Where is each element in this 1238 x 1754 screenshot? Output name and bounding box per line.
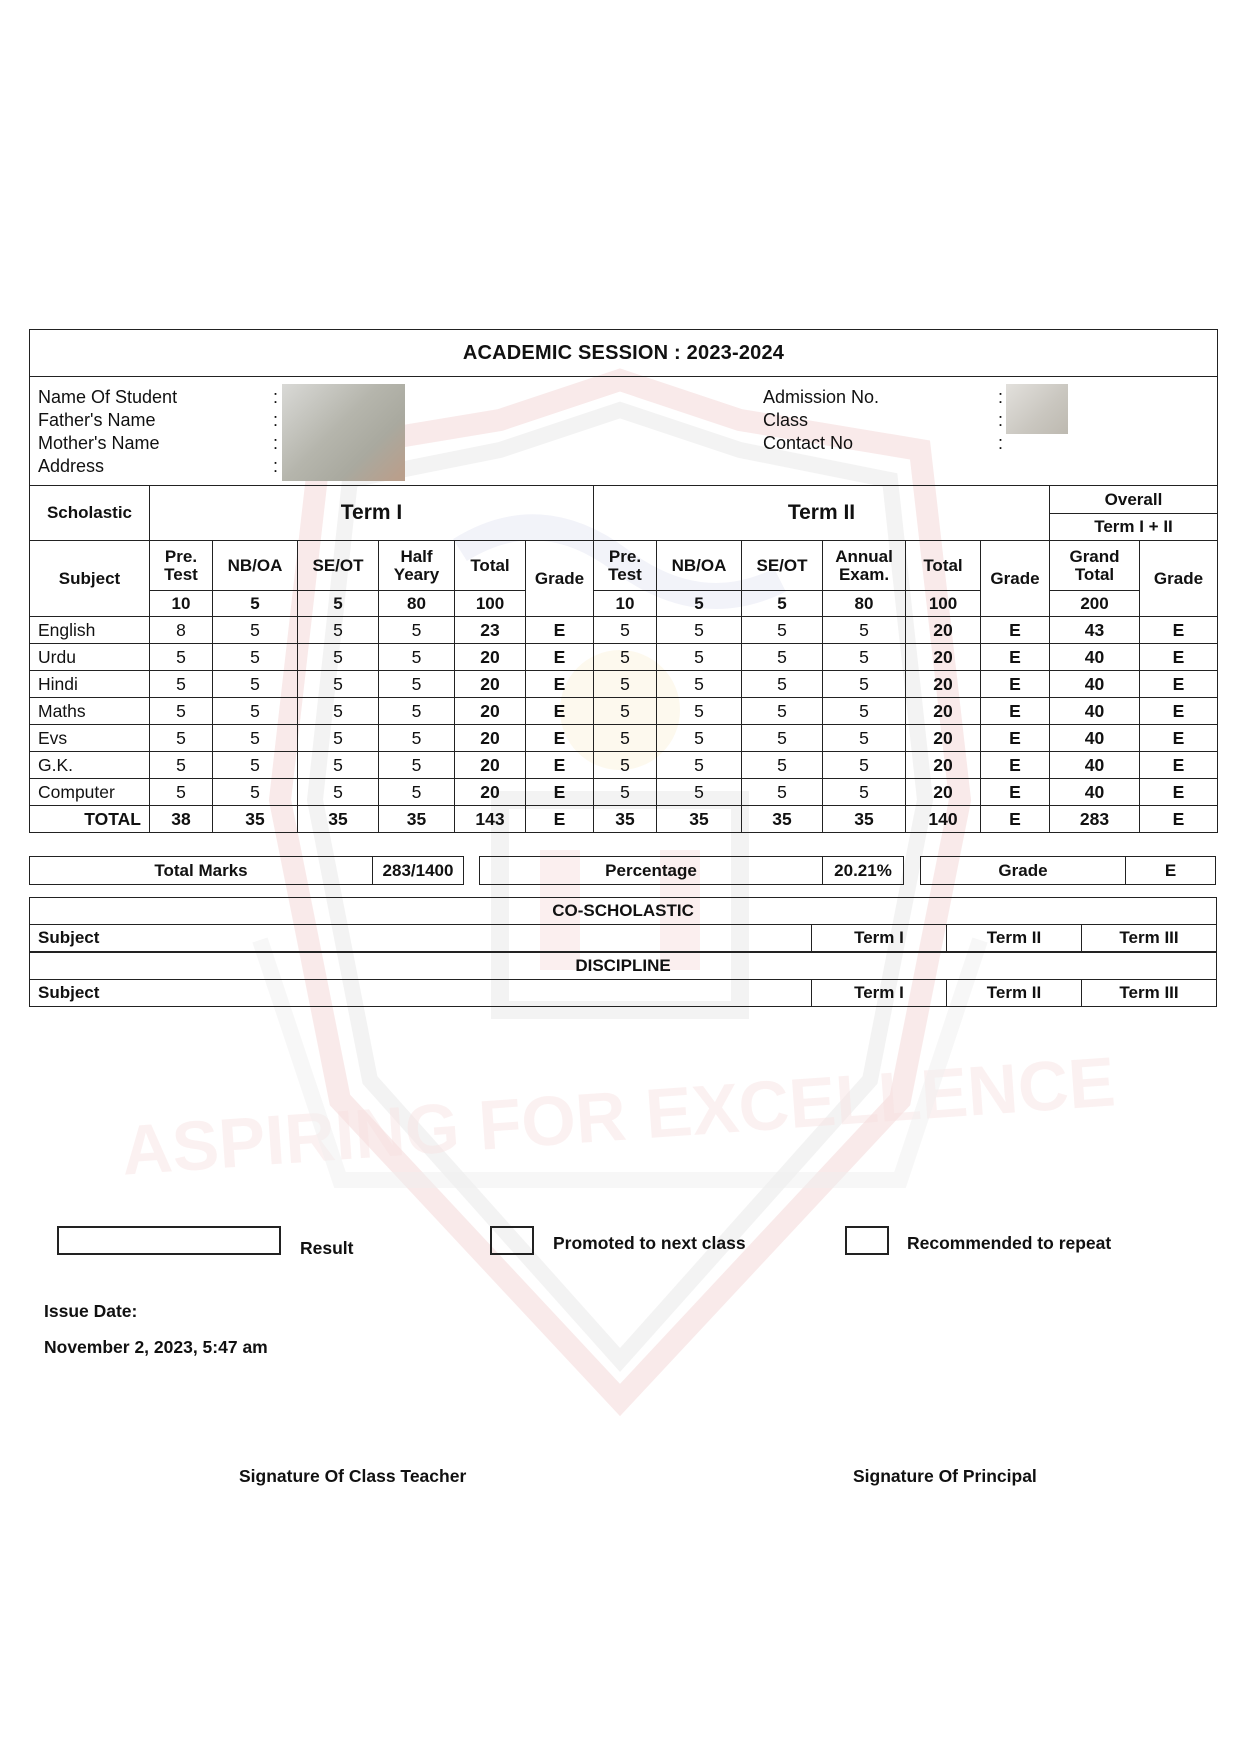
t2-total-cell: 20: [906, 617, 981, 644]
grand-total-cell: 40: [1050, 725, 1140, 752]
t1-max-seot: 5: [298, 591, 379, 617]
t1-pretest-cell: 8: [150, 617, 213, 644]
t1-max-total: 100: [455, 591, 526, 617]
t1-seot-cell: 5: [298, 752, 379, 779]
table-row: [30, 779, 1218, 806]
overall-grade-cell: E: [1140, 671, 1218, 698]
t2-pretest-cell: 5: [594, 725, 657, 752]
t1-nboa-cell: 5: [213, 644, 298, 671]
t1-col-pretest: Pre. Test: [150, 541, 213, 591]
t2-annual-cell: 5: [823, 617, 906, 644]
discipline-term-2: Term II: [947, 980, 1082, 1007]
t2-col-seot: SE/OT: [742, 541, 823, 591]
address-label: Address: [38, 456, 105, 476]
summary-bar: [29, 856, 1216, 888]
t2-grade-cell: E: [981, 671, 1050, 698]
t2-nboa-cell: 5: [657, 644, 742, 671]
t1-pretest-cell: 5: [150, 779, 213, 806]
t1-grade-cell: E: [526, 752, 594, 779]
grade-label: Grade: [920, 856, 1126, 885]
student-info-panel: [30, 377, 1218, 486]
overall-col-grade: Grade: [1140, 541, 1218, 617]
t2-col-annual: Annual Exam.: [823, 541, 906, 591]
t2-seot-cell: 5: [742, 779, 823, 806]
t2-annual-cell: 5: [823, 779, 906, 806]
subject-cell: Hindi: [30, 671, 150, 698]
t2-seot-cell: 5: [742, 671, 823, 698]
grand-total-cell: 40: [1050, 698, 1140, 725]
marks-body: [30, 617, 1218, 833]
t2-pretest-cell: 5: [594, 698, 657, 725]
colon-sep: :: [998, 387, 1004, 407]
t1-seot-cell: 5: [298, 779, 379, 806]
t2-nboa-cell: 35: [657, 806, 742, 833]
t2-col-pretest: Pre. Test: [594, 541, 657, 591]
t2-seot-cell: 5: [742, 644, 823, 671]
t1-grade-cell: E: [526, 779, 594, 806]
t2-grade-cell: E: [981, 752, 1050, 779]
t2-max-total: 100: [906, 591, 981, 617]
report-table: [29, 329, 1218, 833]
t1-total-cell: 20: [455, 752, 526, 779]
grand-total-cell: 40: [1050, 671, 1140, 698]
fathers-name-label: Father's Name: [38, 410, 156, 430]
overall-grade-cell: E: [1140, 779, 1218, 806]
t2-nboa-cell: 5: [657, 779, 742, 806]
subject-cell: Evs: [30, 725, 150, 752]
t1-halfyearly-cell: 5: [379, 725, 455, 752]
discipline-term-3: Term III: [1082, 980, 1217, 1007]
t2-max-seot: 5: [742, 591, 823, 617]
t2-nboa-cell: 5: [657, 698, 742, 725]
t1-total-cell: 143: [455, 806, 526, 833]
t2-nboa-cell: 5: [657, 725, 742, 752]
t2-annual-cell: 5: [823, 725, 906, 752]
contact-no-label: Contact No: [763, 433, 854, 453]
subject-cell: Urdu: [30, 644, 150, 671]
subject-cell: TOTAL: [30, 806, 150, 833]
t1-total-cell: 23: [455, 617, 526, 644]
issue-date-label: Issue Date:: [44, 1301, 138, 1321]
overall-grade-cell: E: [1140, 752, 1218, 779]
promoted-checkbox[interactable]: [490, 1226, 534, 1255]
t2-nboa-cell: 5: [657, 671, 742, 698]
t2-col-nboa: NB/OA: [657, 541, 742, 591]
t2-grade-cell: E: [981, 806, 1050, 833]
t1-max-pretest: 10: [150, 591, 213, 617]
t1-seot-cell: 35: [298, 806, 379, 833]
grand-total-cell: 43: [1050, 617, 1140, 644]
colon-sep: :: [273, 410, 279, 430]
repeat-checkbox[interactable]: [845, 1226, 889, 1255]
principal-signature: Signature Of Principal: [853, 1466, 1037, 1486]
percentage-label: Percentage: [479, 856, 823, 885]
grand-total-cell: 40: [1050, 752, 1140, 779]
t1-total-cell: 20: [455, 644, 526, 671]
t2-nboa-cell: 5: [657, 752, 742, 779]
total-row: [30, 806, 1218, 833]
term-1-header: Term I: [150, 486, 594, 541]
t2-annual-cell: 5: [823, 644, 906, 671]
t2-pretest-cell: 5: [594, 779, 657, 806]
t2-max-annual: 80: [823, 591, 906, 617]
result-field[interactable]: [57, 1226, 281, 1255]
t1-grade-cell: E: [526, 617, 594, 644]
t1-seot-cell: 5: [298, 644, 379, 671]
t2-total-cell: 140: [906, 806, 981, 833]
t1-seot-cell: 5: [298, 671, 379, 698]
t1-halfyearly-cell: 5: [379, 617, 455, 644]
subject-cell: Maths: [30, 698, 150, 725]
t1-col-grade: Grade: [526, 541, 594, 617]
t1-col-total: Total: [455, 541, 526, 591]
subject-cell: Computer: [30, 779, 150, 806]
t2-grade-cell: E: [981, 644, 1050, 671]
t1-halfyearly-cell: 5: [379, 779, 455, 806]
t2-annual-cell: 5: [823, 752, 906, 779]
overall-grade-cell: E: [1140, 617, 1218, 644]
t2-grade-cell: E: [981, 698, 1050, 725]
t1-nboa-cell: 5: [213, 671, 298, 698]
colon-sep: :: [273, 433, 279, 453]
t1-nboa-cell: 5: [213, 752, 298, 779]
overall-col-grand-total: Grand Total: [1050, 541, 1140, 591]
t1-halfyearly-cell: 5: [379, 752, 455, 779]
t1-pretest-cell: 5: [150, 698, 213, 725]
table-row: [30, 725, 1218, 752]
t1-pretest-cell: 5: [150, 671, 213, 698]
result-label: Result: [300, 1238, 354, 1258]
total-marks-value: 283/1400: [372, 856, 464, 885]
co-scholastic-title: CO-SCHOLASTIC: [30, 898, 1217, 925]
t1-nboa-cell: 5: [213, 779, 298, 806]
t1-total-cell: 20: [455, 698, 526, 725]
t2-pretest-cell: 5: [594, 752, 657, 779]
t1-grade-cell: E: [526, 671, 594, 698]
overall-max-grand-total: 200: [1050, 591, 1140, 617]
t2-total-cell: 20: [906, 725, 981, 752]
t1-pretest-cell: 5: [150, 752, 213, 779]
name-of-student-label: Name Of Student: [38, 387, 178, 407]
t1-seot-cell: 5: [298, 698, 379, 725]
promoted-label: Promoted to next class: [553, 1233, 746, 1253]
t2-pretest-cell: 5: [594, 644, 657, 671]
t1-halfyearly-cell: 5: [379, 698, 455, 725]
scholastic-label: Scholastic: [30, 486, 150, 541]
subject-cell: English: [30, 617, 150, 644]
t1-nboa-cell: 5: [213, 698, 298, 725]
table-row: [30, 617, 1218, 644]
t1-col-seot: SE/OT: [298, 541, 379, 591]
t1-nboa-cell: 35: [213, 806, 298, 833]
t1-grade-cell: E: [526, 644, 594, 671]
colon-sep: :: [273, 387, 279, 407]
table-row: [30, 671, 1218, 698]
overall-grade-cell: E: [1140, 725, 1218, 752]
repeat-label: Recommended to repeat: [907, 1233, 1112, 1253]
t2-seot-cell: 5: [742, 725, 823, 752]
t1-grade-cell: E: [526, 698, 594, 725]
co-scholastic-section: [29, 897, 1216, 1007]
table-row: [30, 644, 1218, 671]
table-row: [30, 698, 1218, 725]
crest-motto: ASPIRING FOR EXCELLENCE: [118, 1042, 1118, 1190]
t2-total-cell: 20: [906, 752, 981, 779]
t2-seot-cell: 5: [742, 617, 823, 644]
t2-annual-cell: 5: [823, 698, 906, 725]
t2-pretest-cell: 35: [594, 806, 657, 833]
t2-seot-cell: 35: [742, 806, 823, 833]
colon-sep: :: [273, 456, 279, 476]
t1-seot-cell: 5: [298, 725, 379, 752]
t1-col-nboa: NB/OA: [213, 541, 298, 591]
grand-total-cell: 40: [1050, 779, 1140, 806]
class-label: Class: [763, 410, 809, 430]
t2-pretest-cell: 5: [594, 671, 657, 698]
co-scholastic-term-1: Term I: [812, 925, 947, 953]
grand-total-cell: 283: [1050, 806, 1140, 833]
t2-col-grade: Grade: [981, 541, 1050, 617]
t1-col-halfyearly: Half Yeary: [379, 541, 455, 591]
t2-grade-cell: E: [981, 617, 1050, 644]
colon-sep: :: [998, 410, 1004, 430]
percentage-value: 20.21%: [822, 856, 904, 885]
overall-grade-cell: E: [1140, 806, 1218, 833]
discipline-title: DISCIPLINE: [30, 952, 1217, 980]
grand-total-cell: 40: [1050, 644, 1140, 671]
term-2-header: Term II: [594, 486, 1050, 541]
t1-pretest-cell: 5: [150, 644, 213, 671]
t2-seot-cell: 5: [742, 752, 823, 779]
subject-cell: G.K.: [30, 752, 150, 779]
admission-no-label: Admission No.: [763, 387, 880, 407]
co-scholastic-subject-header: Subject: [30, 925, 812, 953]
discipline-term-1: Term I: [812, 980, 947, 1007]
colon-sep: :: [998, 433, 1004, 453]
t2-grade-cell: E: [981, 725, 1050, 752]
discipline-subject-header: Subject: [30, 980, 812, 1007]
t2-max-nboa: 5: [657, 591, 742, 617]
t1-total-cell: 20: [455, 779, 526, 806]
t1-grade-cell: E: [526, 725, 594, 752]
overall-header: Overall: [1050, 486, 1218, 514]
t2-col-total: Total: [906, 541, 981, 591]
mothers-name-label: Mother's Name: [38, 433, 160, 453]
t1-max-halfyearly: 80: [379, 591, 455, 617]
overall-grade-cell: E: [1140, 644, 1218, 671]
t1-nboa-cell: 5: [213, 725, 298, 752]
t2-pretest-cell: 5: [594, 617, 657, 644]
t1-total-cell: 20: [455, 671, 526, 698]
t1-max-nboa: 5: [213, 591, 298, 617]
t2-nboa-cell: 5: [657, 617, 742, 644]
t2-total-cell: 20: [906, 698, 981, 725]
t1-nboa-cell: 5: [213, 617, 298, 644]
t2-seot-cell: 5: [742, 698, 823, 725]
t1-halfyearly-cell: 5: [379, 644, 455, 671]
redacted-student-details: [282, 384, 405, 481]
report-card: [29, 329, 1216, 833]
t2-annual-cell: 35: [823, 806, 906, 833]
t1-halfyearly-cell: 5: [379, 671, 455, 698]
issue-date-value: November 2, 2023, 5:47 am: [44, 1337, 268, 1357]
t1-halfyearly-cell: 35: [379, 806, 455, 833]
table-row: [30, 752, 1218, 779]
subject-header: Subject: [30, 541, 150, 617]
t2-annual-cell: 5: [823, 671, 906, 698]
co-scholastic-table: [29, 897, 1217, 1007]
t2-total-cell: 20: [906, 644, 981, 671]
t2-total-cell: 20: [906, 671, 981, 698]
t2-total-cell: 20: [906, 779, 981, 806]
overall-grade-cell: E: [1140, 698, 1218, 725]
t2-grade-cell: E: [981, 779, 1050, 806]
t1-seot-cell: 5: [298, 617, 379, 644]
co-scholastic-term-3: Term III: [1082, 925, 1217, 953]
academic-session-title: ACADEMIC SESSION : 2023-2024: [30, 330, 1218, 377]
t2-max-pretest: 10: [594, 591, 657, 617]
t1-grade-cell: E: [526, 806, 594, 833]
co-scholastic-term-2: Term II: [947, 925, 1082, 953]
t1-total-cell: 20: [455, 725, 526, 752]
class-teacher-signature: Signature Of Class Teacher: [239, 1466, 467, 1486]
t1-pretest-cell: 38: [150, 806, 213, 833]
overall-subheader: Term I + II: [1050, 514, 1218, 541]
redacted-admission-class: [1006, 384, 1068, 434]
total-marks-label: Total Marks: [29, 856, 373, 885]
grade-value: E: [1125, 856, 1216, 885]
t1-pretest-cell: 5: [150, 725, 213, 752]
